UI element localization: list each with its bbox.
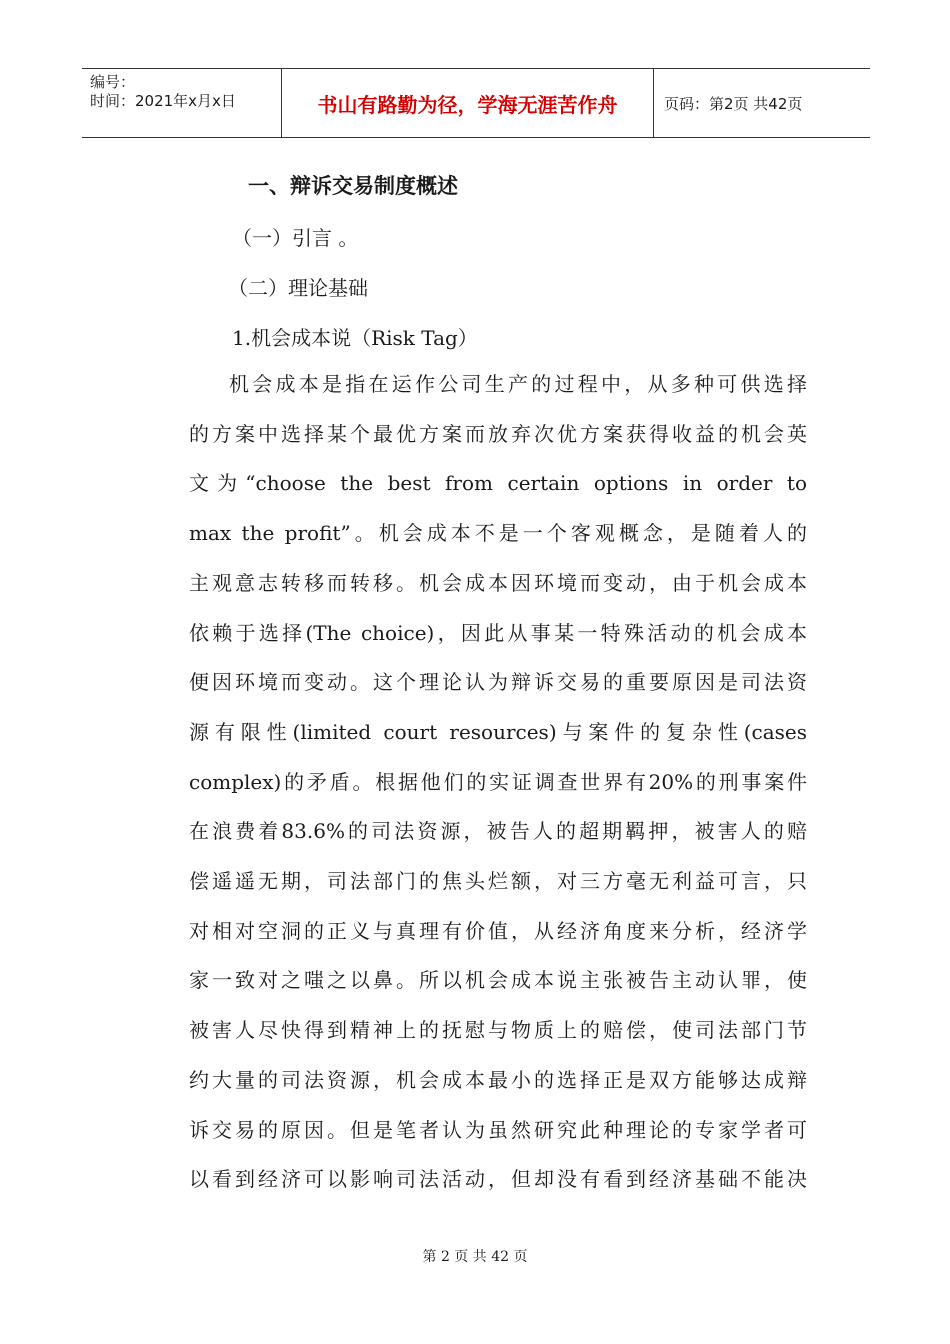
body-line: 主观意志转移而转移。机会成本因环境而变动，由于机会成本 — [189, 570, 807, 595]
header-meta — [82, 69, 282, 137]
body-line: 家一致对之嗤之以鼻。所以机会成本说主张被告主动认罪，使 — [189, 968, 807, 993]
body-line: 依赖于选择(The choice)，因此从事某一特殊活动的机会成本 — [189, 620, 807, 645]
number-label: 编号： — [90, 73, 136, 91]
body-line: max the profit”。机会成本不是一个客观概念，是随着人的 — [189, 521, 807, 546]
body-line: 在浪费着83.6%的司法资源，被告人的超期羁押，被害人的赔 — [189, 819, 807, 844]
subheading-item1: 1.机会成本说（Risk Tag） — [232, 326, 478, 350]
body-line: 被害人尽快得到精神上的抚慰与物质上的赔偿，使司法部门节 — [189, 1018, 807, 1043]
header-motto: 书山有路勤为径，学海无涯苦作舟 — [282, 69, 654, 137]
page-footer: 第 2 页 共 42 页 — [422, 1249, 528, 1265]
body-line: 对相对空洞的正义与真理有价值，从经济角度来分析，经济学 — [189, 918, 807, 943]
body-line: 便因环境而变动。这个理论认为辩诉交易的重要原因是司法资 — [189, 670, 807, 695]
page-header — [82, 68, 870, 138]
header-page-info: 页码：第2页 共42页 — [664, 94, 803, 113]
body-line: 偿遥遥无期，司法部门的焦头烂额，对三方毫无利益可言，只 — [189, 869, 807, 894]
body-line: 文为“choose the best from certain options in order to — [189, 471, 807, 496]
subheading-intro: （一）引言 。 — [232, 226, 359, 250]
body-line: 的方案中选择某个最优方案而放弃次优方案获得收益的机会英 — [189, 421, 807, 446]
body-line: 机会成本是指在运作公司生产的过程中，从多种可供选择 — [229, 372, 807, 396]
body-line: 以看到经济可以影响司法活动，但却没有看到经济基础不能决 — [189, 1167, 807, 1192]
subheading-theory: （二）理论基础 — [228, 276, 368, 300]
time-label: 时间：2021年x月x日 — [90, 92, 236, 110]
body-line: complex)的矛盾。根据他们的实证调查世界有20%的刑事案件 — [189, 769, 807, 794]
section-title: 一、辩诉交易制度概述 — [248, 174, 458, 198]
body-line: 源有限性(limited court resources)与案件的复杂性(cases — [189, 719, 807, 744]
body-line: 诉交易的原因。但是笔者认为虽然研究此种理论的专家学者可 — [189, 1117, 807, 1142]
body-line: 约大量的司法资源，机会成本最小的选择正是双方能够达成辩 — [189, 1067, 807, 1092]
body-paragraph — [189, 360, 807, 1205]
